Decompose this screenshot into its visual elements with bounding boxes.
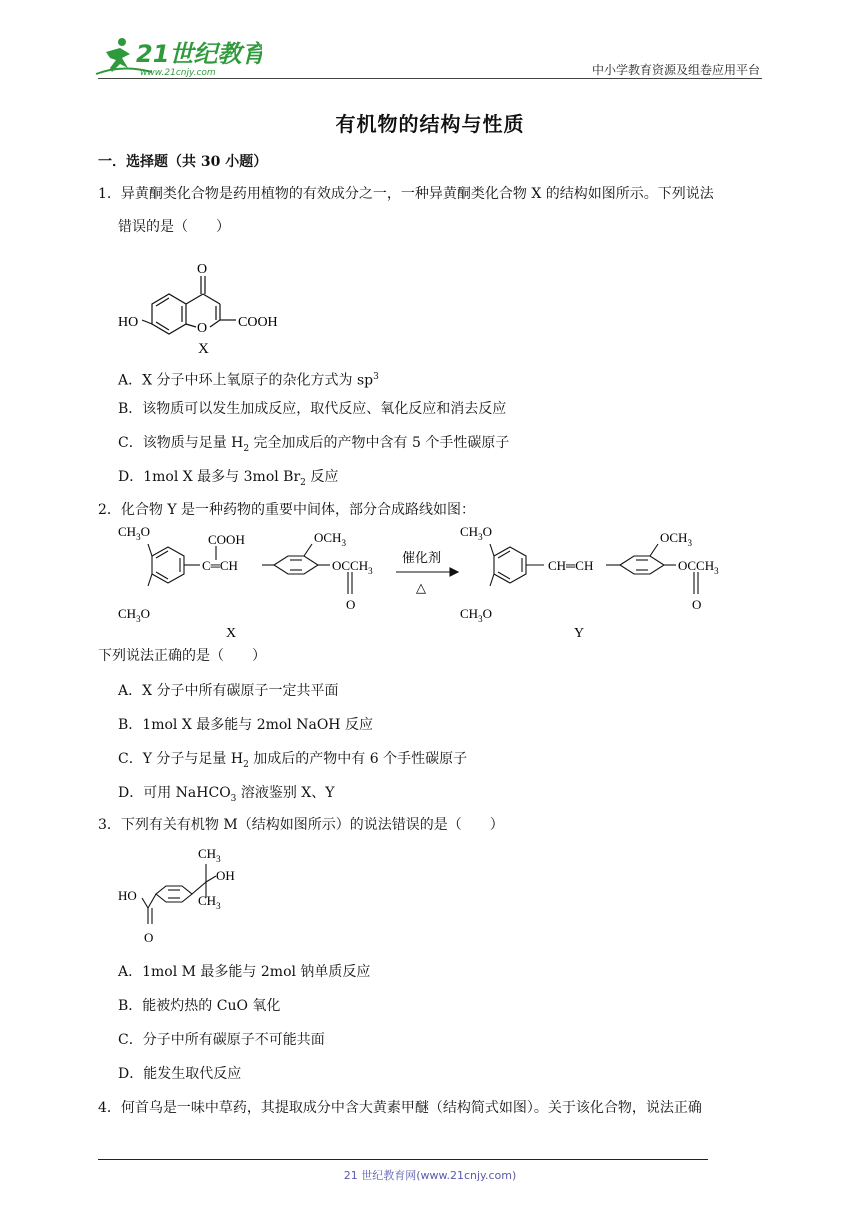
q2-fig-x-occh3: $OCCH_3$ — [332, 558, 373, 576]
q2-fig-x-cooh: COOH — [208, 532, 245, 547]
q1-stem-line1: 1．异黄酮类化合物是药用植物的有效成分之一，一种异黄酮类化合物 X 的结构如图所示。下列说法 — [98, 186, 714, 202]
q2-fig-label-x: X — [226, 626, 237, 641]
q2-fig-y-ch-eq-ch: CH═CH — [548, 558, 594, 573]
q1-stem-line2: 错误的是（ ） — [118, 219, 230, 235]
logo-text: 21世纪教育 — [136, 40, 262, 68]
q2-fig-x-carbonyl-o: O — [346, 597, 356, 612]
q3-fig-carbonyl-o: O — [144, 930, 154, 945]
q1-fig-ho: HO — [118, 315, 139, 330]
q2-fig-heat: △ — [416, 580, 426, 595]
q2-option-a: A．X 分子中所有碳原子一定共平面 — [118, 683, 339, 699]
q2-option-c: C．Y 分子与足量 $H_2$ 加成后的产物中有 6 个手性碳原子 — [118, 751, 468, 770]
q2-fig-catalyst: 催化剂 — [402, 551, 442, 566]
q1-fig-cooh: COOH — [238, 315, 278, 330]
q2-fig-x-ch3o-top: $CH_3O$ — [118, 524, 150, 542]
q1-option-d: D．1mol X 最多与 3mol $Br_2$ 反应 — [118, 469, 339, 488]
q2-stem: 2．化合物 Y 是一种药物的重要中间体，部分合成路线如图： — [98, 502, 476, 518]
q3-stem: 3．下列有关有机物 M（结构如图所示）的说法错误的是（ ） — [98, 817, 504, 833]
q3-structure-figure — [112, 842, 252, 950]
q2-fig-x-c-eq-ch: C═CH — [202, 558, 238, 573]
q2-reaction-figure — [112, 520, 752, 642]
q3-fig-ho: HO — [118, 888, 137, 903]
footer-divider — [98, 1159, 708, 1160]
q3-fig-ch3-top: $CH_3$ — [198, 846, 221, 864]
q3-option-c: C．分子中所有碳原子不可能共面 — [118, 1032, 325, 1048]
q2-fig-x-ch3o-bottom: $CH_3O$ — [118, 606, 150, 624]
q3-option-b: B．能被灼热的 CuO 氧化 — [118, 998, 281, 1014]
q1-fig-ring-o: O — [197, 321, 208, 336]
site-logo — [92, 34, 262, 80]
q2-option-d: D．可用 NaHCO$_3$ 溶液鉴别 X、Y — [118, 785, 335, 804]
q2-fig-y-carbonyl-o: O — [692, 597, 702, 612]
q2-fig-y-och3: $OCH_3$ — [660, 530, 692, 548]
q2-sub-stem: 下列说法正确的是（ ） — [98, 648, 266, 664]
q1-fig-o-top: O — [197, 262, 208, 277]
q1-fig-label: X — [198, 341, 209, 357]
header-divider — [98, 78, 762, 79]
section-heading: 一．选择题（共 30 小题） — [98, 154, 268, 170]
q3-fig-oh: OH — [216, 868, 235, 883]
q2-option-b: B．1mol X 最多能与 2mol NaOH 反应 — [118, 717, 373, 733]
logo-url: www.21cnjy.com — [140, 68, 216, 78]
q2-fig-x-och3: $OCH_3$ — [314, 530, 346, 548]
page-title: 有机物的结构与性质 — [335, 112, 525, 136]
q3-fig-ch3-bottom: $CH_3$ — [198, 893, 221, 911]
q2-fig-y-ch3o-top: $CH_3O$ — [460, 524, 492, 542]
q2-fig-y-ch3o-bottom: $CH_3O$ — [460, 606, 492, 624]
q1-option-a: A．X 分子中环上氧原子的杂化方式为 $sp^3$ — [118, 372, 379, 389]
header-platform-text: 中小学教育资源及组卷应用平台 — [591, 63, 760, 77]
q1-structure-figure — [112, 254, 312, 358]
footer-text: 21 世纪教育网(www.21cnjy.com) — [343, 1169, 517, 1182]
q2-fig-label-y: Y — [574, 626, 585, 641]
q2-fig-y-occh3: $OCCH_3$ — [678, 558, 719, 576]
q1-option-b: B．该物质可以发生加成反应，取代反应、氧化反应和消去反应 — [118, 401, 507, 417]
q4-stem: 4．何首乌是一味中草药，其提取成分中含大黄素甲醚（结构简式如图）。关于该化合物，说法正确 — [98, 1100, 702, 1116]
q3-option-a: A．1mol M 最多能与 2mol 钠单质反应 — [118, 964, 371, 980]
q3-option-d: D．能发生取代反应 — [118, 1066, 242, 1082]
q1-option-c: C．该物质与足量 $H_2$ 完全加成后的产物中含有 5 个手性碳原子 — [118, 435, 510, 454]
